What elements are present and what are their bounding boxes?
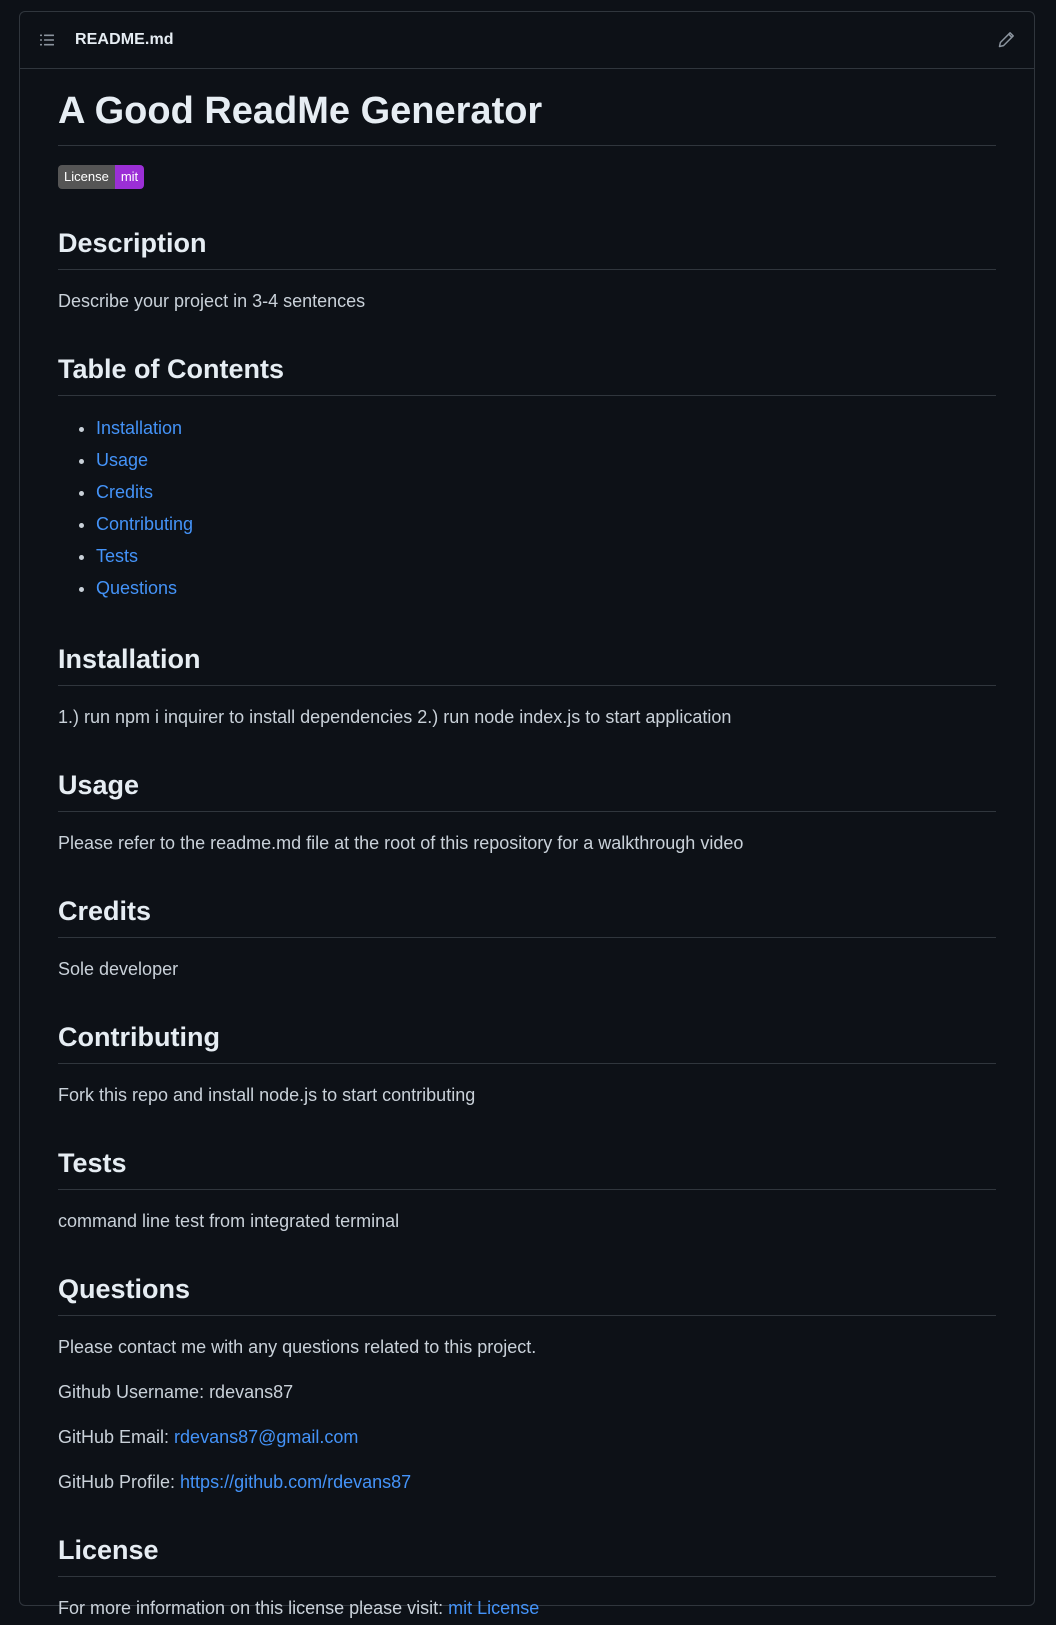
license-badge-value: mit <box>115 165 144 189</box>
toc-item <box>96 444 996 476</box>
toc-item <box>96 412 996 444</box>
readme-title: A Good ReadMe Generator <box>58 88 996 146</box>
section-credits <box>58 894 996 982</box>
toc-list <box>58 412 996 604</box>
github-email-line <box>58 1424 996 1450</box>
toc-link-credits[interactable]: Credits <box>96 482 154 502</box>
readme-panel <box>19 11 1035 1618</box>
heading-description: Description <box>58 226 996 270</box>
toc-link-tests[interactable]: Tests <box>96 546 139 566</box>
pencil-icon[interactable] <box>996 30 1016 50</box>
section-contributing <box>58 1020 996 1108</box>
github-profile-label: GitHub Profile: <box>58 1472 181 1492</box>
installation-text: 1.) run npm i inquirer to install dependencies 2.) run node index.js to start application <box>58 707 732 727</box>
section-questions <box>58 1272 996 1495</box>
questions-intro: Please contact me with any questions related to this project. <box>58 1337 537 1357</box>
heading-installation: Installation <box>58 642 996 686</box>
heading-usage: Usage <box>58 768 996 812</box>
section-tests <box>58 1146 996 1234</box>
toc-link-usage[interactable]: Usage <box>96 450 149 470</box>
list-unordered-icon[interactable] <box>38 31 56 49</box>
section-installation <box>58 642 996 730</box>
github-username: Github Username: rdevans87 <box>58 1382 294 1402</box>
heading-credits: Credits <box>58 894 996 938</box>
description-text: Describe your project in 3-4 sentences <box>58 291 366 311</box>
heading-tests: Tests <box>58 1146 996 1190</box>
toc-item <box>96 540 996 572</box>
toc-link-contributing[interactable]: Contributing <box>96 514 194 534</box>
file-name: README.md <box>75 31 174 48</box>
file-header <box>20 12 1034 69</box>
github-email-link[interactable]: rdevans87@gmail.com <box>174 1427 359 1447</box>
license-line <box>58 1595 996 1621</box>
license-badge-label: License <box>58 165 115 189</box>
heading-toc: Table of Contents <box>58 352 996 396</box>
contributing-text: Fork this repo and install node.js to start contributing <box>58 1085 476 1105</box>
readme-content <box>20 88 1034 1621</box>
heading-contributing: Contributing <box>58 1020 996 1064</box>
github-email-label: GitHub Email: <box>58 1427 175 1447</box>
license-link[interactable]: mit License <box>448 1598 540 1618</box>
heading-questions: Questions <box>58 1272 996 1316</box>
toc-link-installation[interactable]: Installation <box>96 418 183 438</box>
toc-link-questions[interactable]: Questions <box>96 578 178 598</box>
toc-item <box>96 508 996 540</box>
credits-text: Sole developer <box>58 959 179 979</box>
section-usage <box>58 768 996 856</box>
heading-license: License <box>58 1533 996 1577</box>
toc-item <box>96 476 996 508</box>
github-profile-link[interactable]: https://github.com/rdevans87 <box>180 1472 412 1492</box>
license-text: For more information on this license please visit: <box>58 1598 449 1618</box>
usage-text: Please refer to the readme.md file at the root of this repository for a walkthrough video <box>58 833 744 853</box>
license-badge[interactable] <box>58 165 144 189</box>
section-toc <box>58 352 996 604</box>
toc-item <box>96 572 996 604</box>
section-description <box>58 226 996 314</box>
section-license <box>58 1533 996 1621</box>
github-profile-line <box>58 1469 996 1495</box>
tests-text: command line test from integrated terminal <box>58 1211 400 1231</box>
